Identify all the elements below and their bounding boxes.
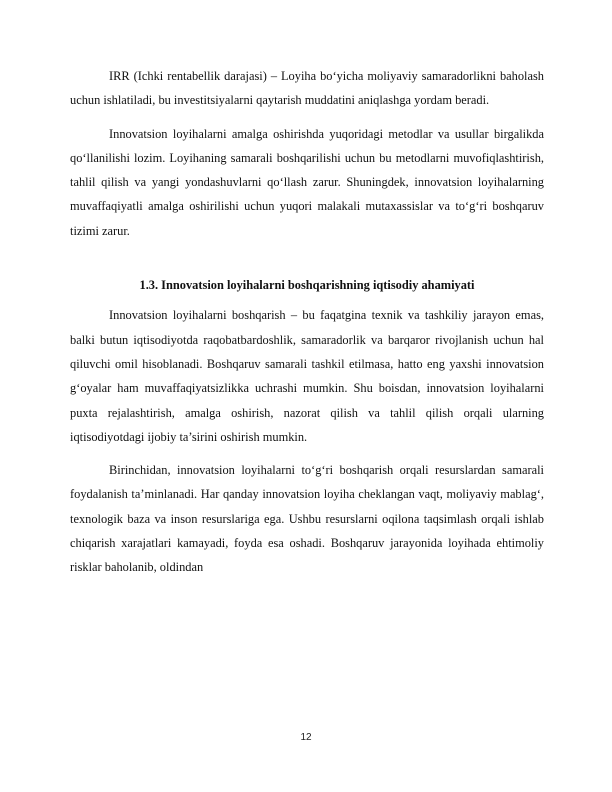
page-number: 12 [300,732,312,743]
paragraph-methods: Innovatsion loyihalarni amalga oshirishda yuqoridagi metodlar va usullar birgalikda qo‘llanilishi lozim. Loyihaning samarali boshqarilishi uchun bu metodlarni muvofiqlashtirish, tahlil qilish va yangi yondashuvlarni qo‘llash zarur. Shuningdek, innovatsion loyihalarning muvaffaqiyatli amalga oshirilishi uchun yuqori malakali mutaxassislar va to‘g‘ri boshqaruv tizimi zarur. [70,126,544,238]
paragraph-irr: IRR (Ichki rentabellik darajasi) – Loyiha bo‘yicha moliyaviy samaradorlikni baholash uchun ishlatiladi, bu investitsiyalarni qaytarish muddatini aniqlashga yordam beradi. [70,69,544,108]
paragraph-resources: Birinchidan, innovatsion loyihalarni to‘g‘ri boshqarish orqali resurslardan samarali foydalanish ta’minlanadi. Har qanday innovatsion loyiha cheklangan vaqt, moliyaviy mablag‘, texnologik baza va inson resurslariga ega. Ushbu resurslarni oqilona taqsimlash orqali ishlab chiqarish xarajatlari kamayadi, foyda esa oshadi. Boshqaruv jarayonida loyihada ehtimoliy risklar baholanib, oldindan [70,463,544,575]
page-content [70,64,544,580]
section-heading: 1.3. Innovatsion loyihalarni boshqarishning iqtisodiy ahamiyati [139,278,475,293]
paragraph-management: Innovatsion loyihalarni boshqarish – bu faqatgina texnik va tashkiliy jarayon emas, balki butun iqtisodiyotda raqobatbardoshlik, samaradorlik va barqaror rivojlanish uchun hal qiluvchi omil hisoblanadi. Boshqaruv samarali tashkil etilmasa, hatto eng yaxshi innovatsion g‘oyalar ham muvaffaqiyatsizlikka uchrashi mumkin. Shu boisdan, innovatsion loyihalarni puxta rejalashtirish, amalga oshirish, nazorat qilish va tahlil qilish orqali ularning iqtisodiyotdagi ijobiy ta’sirini oshirish mumkin. [70,308,544,444]
